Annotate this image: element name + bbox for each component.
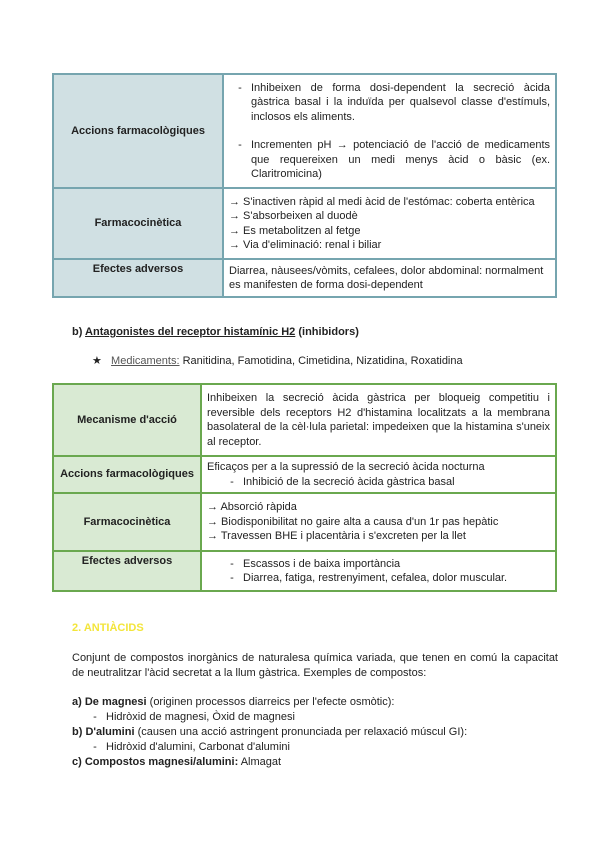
row-header: Efectes adversos — [53, 551, 201, 591]
row-header: Accions farmacològiques — [53, 456, 201, 493]
table-row — [53, 259, 556, 297]
list-item: → Es metabolitzen al fetge — [229, 224, 361, 237]
list-item: Incrementen pH → potenciació de l'acció de medicaments que requereixen un medi menys àcid o bàsic (ex. Claritromicina) — [251, 139, 550, 180]
row-header: Efectes adversos — [53, 259, 223, 297]
list-item: → S'absorbeixen al duodè — [229, 210, 358, 222]
row-content — [223, 188, 556, 259]
item-c: c) Compostos magnesi/alumini: Almagat — [72, 756, 282, 768]
row-header: Farmacocinètica — [53, 188, 223, 259]
antiacids-intro: Conjunt de compostos inorgànics de naturalesa química variada, que tenen en comú la capacitat de neutralitzar l'àcid secretat a la llum gàstrica. Exemples de compostos: — [72, 652, 558, 679]
table-row — [53, 551, 556, 591]
row-content: - Escassos i de baixa importància - Diarrea, fatiga, restrenyiment, cefalea, dolor muscular. — [201, 551, 556, 591]
list-item: → Biodisponibilitat no gaire alta a causa d'un 1r pas hepàtic — [207, 515, 499, 528]
row-content — [201, 493, 556, 551]
row-header: Farmacocinètica — [53, 493, 201, 551]
table-row — [53, 384, 556, 456]
row-header: Accions farmacològiques — [53, 74, 223, 188]
row-header: Mecanisme d'acció — [53, 384, 201, 456]
list-item: → Absorció ràpida — [207, 501, 297, 514]
row-content: - Inhibeixen de forma dosi-dependent la secreció àcida gàstrica basal i la induïda per qualsevol classe d'estímuls, inclosos els aliments. - Incrementen pH → potenciació de l'acció de medicaments que requereixen un medi menys àcid o bàsic (ex. Claritromicina) — [223, 74, 556, 188]
list-item: → S'inactiven ràpid al medi àcid de l'estómac: coberta entèrica — [229, 195, 535, 208]
row-content: Inhibeixen la secreció àcida gàstrica per bloqueig competitiu i reversible dels receptors H2 d'histamina localitzats a la membrana basolateral de la cèl·lula parietal: impedeixen que la histamina s'uneix al receptor. — [201, 384, 556, 456]
item-b: b) D'alumini (causen una acció astringent pronunciada per relaxació múscul GI): — [72, 726, 468, 738]
row-content: Diarrea, nàusees/vòmits, cefalees, dolor abdominal: normalment es manifesten de forma dosi-dependent — [223, 259, 556, 297]
row-content: Eficaços per a la supressió de la secreció àcida nocturna - Inhibició de la secreció àcida gàstrica basal — [201, 456, 556, 493]
pharmacology-table-2 — [52, 383, 557, 592]
table-row — [53, 188, 556, 259]
item-b-detail: - Hidròxid d'alumini, Carbonat d'alumini — [93, 741, 290, 753]
item-a-detail: - Hidròxid de magnesi, Òxid de magnesi — [93, 711, 295, 723]
medicaments-line: ★ Medicaments: Ranitidina, Famotidina, Cimetidina, Nizatidina, Roxatidina — [92, 355, 463, 367]
pharmacology-table-1 — [52, 73, 557, 298]
list-item: Inhibeixen de forma dosi-dependent la secreció àcida gàstrica basal i la induïda per qualsevol classe d'estímuls, inclosos els aliments. — [251, 81, 550, 123]
list-item: → Travessen BHE i placentària i s'excreten per la llet — [207, 530, 466, 543]
antiacids-heading: 2. ANTIÀCIDS — [72, 622, 144, 634]
star-bullet-icon: ★ — [92, 355, 102, 367]
list-item: Inhibició de la secreció àcida gàstrica basal — [243, 475, 455, 488]
table-row — [53, 456, 556, 493]
list-item: → Via d'eliminació: renal i biliar — [229, 239, 382, 251]
list-item: Escassos i de baixa importància — [243, 557, 401, 570]
item-a: a) De magnesi (originen processos diarreics per l'efecte osmòtic): — [72, 696, 395, 708]
table-row — [53, 74, 556, 188]
list-item: Diarrea, fatiga, restrenyiment, cefalea, dolor muscular. — [243, 572, 508, 584]
table-row — [53, 493, 556, 551]
section-b-heading: b) Antagonistes del receptor histamínic H2 (inhibidors) — [72, 326, 359, 338]
